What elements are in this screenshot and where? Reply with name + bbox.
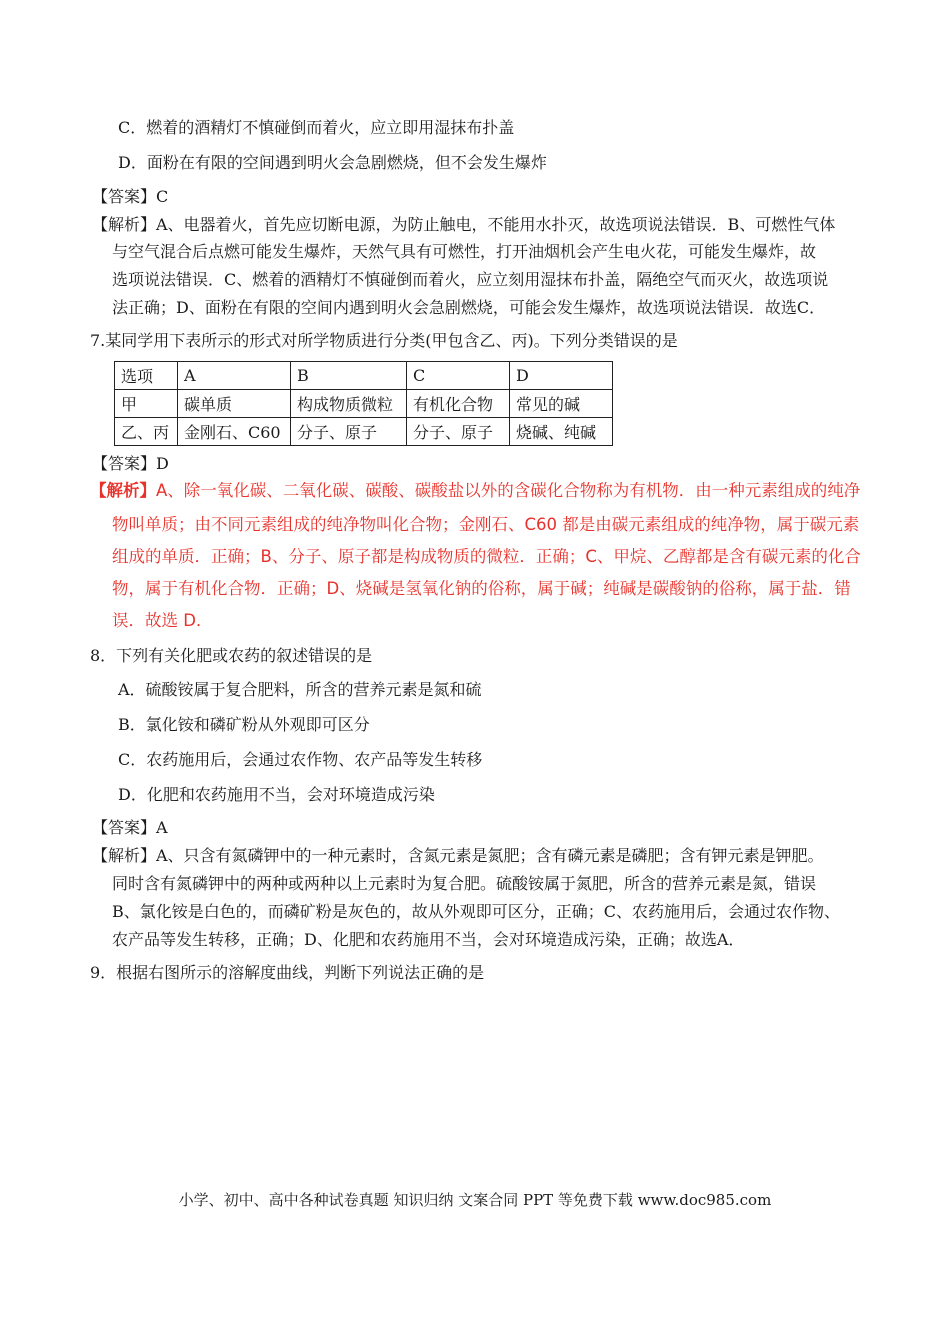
q7-analysis-line-5: 误．故选 D． — [112, 611, 213, 630]
table-cell: 构成物质微粒 — [291, 390, 407, 418]
table-cell: 有机化合物 — [407, 390, 510, 418]
table-cell: 乙、丙 — [115, 418, 178, 446]
q8-analysis-line-4: 农产品等发生转移，正确；D、化肥和农药施用不当，会对环境造成污染，正确；故选A． — [112, 930, 745, 949]
q7-analysis-line-3: 组成的单质．正确；B、分子、原子都是构成物质的微粒．正确；C、甲烷、乙醇都是含有碳元素的化合 — [112, 547, 861, 566]
q8-stem: 8．下列有关化肥或农药的叙述错误的是 — [90, 646, 373, 665]
q6-answer: 【答案】C — [92, 187, 169, 206]
q6-option-d: D．面粉在有限的空间遇到明火会急剧燃烧，但不会发生爆炸 — [118, 153, 547, 172]
q8-option-b: B．氯化铵和磷矿粉从外观即可区分 — [118, 715, 370, 734]
table-header-row — [115, 362, 613, 390]
q8-option-d: D．化肥和农药施用不当，会对环境造成污染 — [118, 785, 435, 804]
q6-analysis-line-3: 选项说法错误．C、燃着的酒精灯不慎碰倒而着火，应立刻用湿抹布扑盖，隔绝空气而灭火，故选项说 — [112, 270, 829, 289]
q7-stem: 7.某同学用下表所示的形式对所学物质进行分类(甲包含乙、丙)。下列分类错误的是 — [90, 331, 678, 350]
q6-option-c: C．燃着的酒精灯不慎碰倒而着火，应立即用湿抹布扑盖 — [118, 118, 515, 137]
q7-analysis-label: 【解析】 — [90, 481, 156, 500]
q7-analysis-line-1 — [90, 480, 860, 502]
q8-analysis-line-3: B、氯化铵是白色的，而磷矿粉是灰色的，故从外观即可区分，正确；C、农药施用后，会通过农作物、 — [112, 902, 841, 921]
table-row — [115, 418, 613, 446]
table-cell: 分子、原子 — [407, 418, 510, 446]
q8-option-a: A．硫酸铵属于复合肥料，所含的营养元素是氮和硫 — [118, 680, 482, 699]
q8-answer: 【答案】A — [92, 818, 168, 837]
q6-analysis-line-2: 与空气混合后点燃可能发生爆炸，天然气具有可燃性，打开油烟机会产生电火花，可能发生爆炸，故 — [112, 242, 817, 261]
q8-option-c: C．农药施用后，会通过农作物、农产品等发生转移 — [118, 750, 483, 769]
q7-answer: 【答案】D — [92, 454, 169, 473]
table-cell: 烧碱、纯碱 — [510, 418, 613, 446]
q9-stem: 9．根据右图所示的溶解度曲线，判断下列说法正确的是 — [90, 963, 485, 982]
classification-table — [114, 361, 613, 446]
q7-analysis-line-4: 物，属于有机化合物．正确；D、烧碱是氢氧化钠的俗称，属于碱；纯碱是碳酸钠的俗称，属于盐．错 — [112, 579, 851, 598]
q7-analysis-line-2: 物叫单质；由不同元素组成的纯净物叫化合物；金刚石、C60 都是由碳元素组成的纯净物，属于碳元素 — [112, 515, 860, 534]
table-cell: 选项 — [115, 362, 178, 390]
q6-analysis-line-4: 法正确；D、面粉在有限的空间内遇到明火会急剧燃烧，可能会发生爆炸，故选项说法错误．故选C． — [112, 298, 826, 317]
q8-analysis-line-2: 同时含有氮磷钾中的两种或两种以上元素时为复合肥。硫酸铵属于氮肥，所含的营养元素是氮，错误 — [112, 874, 817, 893]
table-cell: 碳单质 — [178, 390, 291, 418]
q7-analysis-text: A、除一氧化碳、二氧化碳、碳酸、碳酸盐以外的含碳化合物称为有机物．由一种元素组成的纯净 — [156, 481, 861, 500]
table-cell: D — [510, 362, 613, 390]
table-cell: C — [407, 362, 510, 390]
table-cell: A — [178, 362, 291, 390]
table-row — [115, 390, 613, 418]
table-cell: 常见的碱 — [510, 390, 613, 418]
table-cell: 分子、原子 — [291, 418, 407, 446]
q6-analysis-line-1: 【解析】A、电器着火，首先应切断电源，为防止触电，不能用水扑灭，故选项说法错误．B、可燃性气体 — [92, 215, 836, 234]
table-cell: 甲 — [115, 390, 178, 418]
q8-analysis-line-1: 【解析】A、只含有氮磷钾中的一种元素时，含氮元素是氮肥；含有磷元素是磷肥；含有钾元素是钾肥。 — [92, 846, 824, 865]
table-cell: 金刚石、C60 — [178, 418, 291, 446]
page-footer: 小学、初中、高中各种试卷真题 知识归纳 文案合同 PPT 等免费下载 www.doc985.com — [178, 1191, 772, 1209]
table-cell: B — [291, 362, 407, 390]
